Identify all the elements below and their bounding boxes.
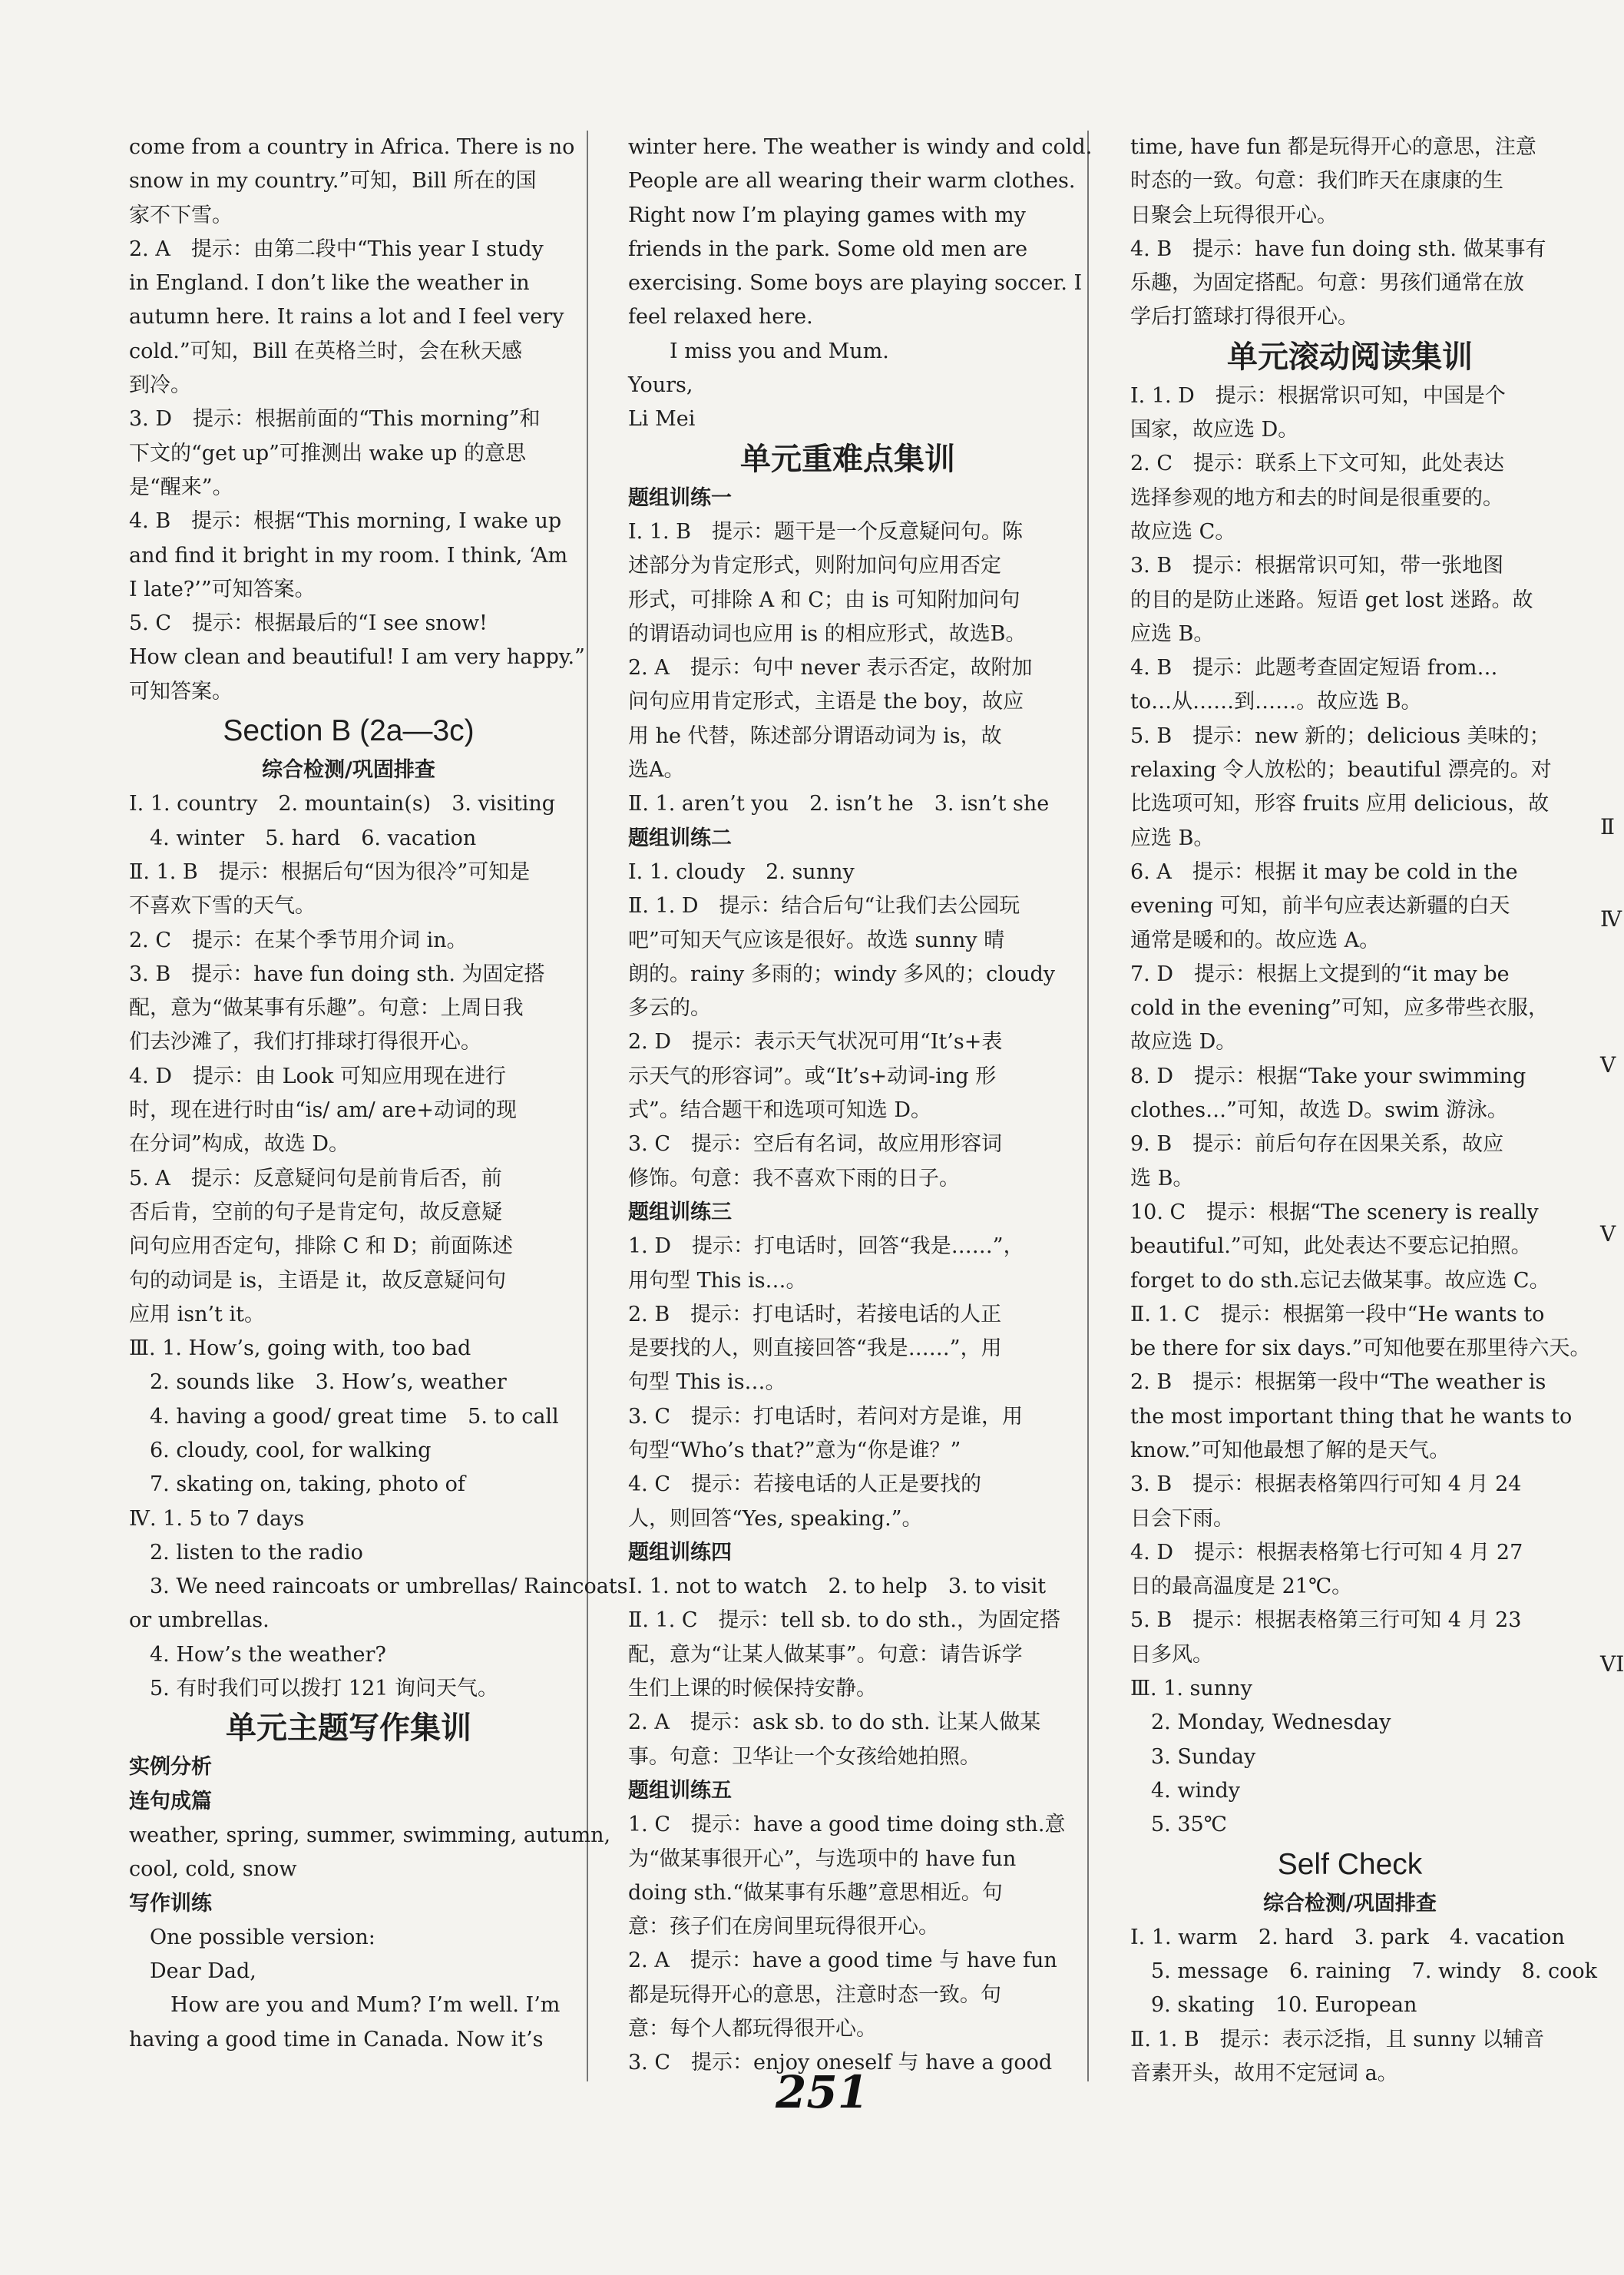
answer-line: Ⅳ. 1. 5 to 7 days (129, 1506, 305, 1531)
group-heading (628, 822, 1067, 856)
answer-line: People are all wearing their warm clothes. (628, 169, 1076, 194)
answer-line: 到冷。 (129, 373, 191, 398)
answer-line: 4. How’s the weather? (129, 1642, 386, 1667)
edge-mark: Ⅳ (1600, 906, 1622, 932)
answer-line: 时态的一致。句意：我们昨天在康康的生 (1130, 169, 1503, 194)
answer-line: 2. A 提示：ask sb. to do sth. 让某人做某 (628, 1710, 1041, 1735)
answer-line: 是“醒来”。 (129, 475, 233, 499)
answer-line: 5. 35℃ (1130, 1813, 1227, 1837)
answer-line: 2. B 提示：打电话时，若接电话的人正 (628, 1302, 1002, 1326)
answer-column-3 (1130, 131, 1598, 2091)
answer-line: 2. C 提示：联系上下文可知，此处表达 (1130, 452, 1505, 476)
answer-line: 5. message 6. raining 7. windy 8. cook (1130, 1959, 1598, 1984)
answer-line: 们去沙滩了，我们打排球打得很开心。 (129, 1030, 481, 1055)
answer-line: 3. C 提示：enjoy oneself 与 have a good (628, 2051, 1053, 2075)
section-heading (1130, 335, 1569, 379)
answer-line: 选 B。 (1130, 1166, 1194, 1190)
answer-line: 6. cloudy, cool, for walking (129, 1438, 432, 1462)
answer-line: 是要找的人，则直接回答“我是……”，用 (628, 1336, 1002, 1361)
edge-mark: V (1600, 1221, 1616, 1247)
answer-line: 否后肯，空前的句子是肯定句，故反意疑 (129, 1200, 502, 1224)
answer-line: Ⅱ. 1. B 提示：根据后句“因为很冷”可知是 (129, 859, 531, 884)
group-heading-text: 实例分析 (129, 1755, 212, 1780)
answer-line: 3. B 提示：have fun doing sth. 为固定搭 (129, 962, 545, 986)
answer-line: 配，意为“做某事有乐趣”。句意：上周日我 (129, 996, 524, 1021)
answer-line: time, have fun 都是玩得开心的意思，注意 (1130, 135, 1536, 159)
answer-line: 下文的“get up”可推测出 wake up 的意思 (129, 441, 526, 465)
answer-line: cold.”可知，Bill 在英格兰时，会在秋天感 (129, 339, 523, 363)
section-subheading-text: 综合检测/巩固排查 (1263, 1891, 1437, 1916)
answer-line: 9. skating 10. European (1130, 1993, 1417, 2018)
answer-line: 日的最高温度是 21℃。 (1130, 1575, 1353, 1599)
answer-line: 4. B 提示：根据“This morning, I wake up (129, 509, 562, 534)
answer-line: 音素开头，故用不定冠词 a。 (1130, 2061, 1398, 2086)
group-heading (628, 1774, 1067, 1808)
answer-line: 4. D 提示：根据表格第七行可知 4 月 27 (1130, 1540, 1523, 1565)
section-heading (628, 437, 1067, 482)
answer-line: Ⅱ. 1. D 提示：结合后句“让我们去公园玩 (628, 894, 1020, 919)
answer-line: 生们上课的时候保持安静。 (628, 1677, 877, 1701)
answer-line: 用句型 This is…。 (628, 1268, 807, 1293)
answer-line: 6. A 提示：根据 it may be cold in the (1130, 859, 1518, 884)
answer-line: How clean and beautiful! I am very happy.” (129, 645, 585, 670)
section-heading (129, 1706, 568, 1750)
answer-line: 式”。结合题干和选项可知选 D。 (628, 1098, 932, 1123)
answer-line: How are you and Mum? I’m well. I’m (129, 1993, 561, 2018)
group-heading (628, 482, 1067, 515)
answer-line: 朗的。rainy 多雨的；windy 多风的；cloudy (628, 962, 1056, 986)
answer-line: 事。句意：卫华让一个女孩给她拍照。 (628, 1744, 981, 1769)
answer-line: 应选 B。 (1130, 826, 1215, 850)
answer-line: 在分词”构成，故选 D。 (129, 1132, 350, 1157)
answer-line: 学后打篮球打得很开心。 (1130, 305, 1358, 329)
answer-line: or umbrellas. (129, 1608, 270, 1633)
answer-line: 4. D 提示：由 Look 可知应用现在进行 (129, 1064, 506, 1088)
answer-line: know.”可知他最想了解的是天气。 (1130, 1438, 1450, 1462)
group-heading (129, 1785, 568, 1819)
group-heading (129, 1750, 568, 1784)
answer-line: 家不下雪。 (129, 203, 233, 227)
section-subheading (129, 753, 568, 787)
section-heading-text: Section B (2a—3c) (223, 714, 475, 748)
answer-line: 3. B 提示：根据表格第四行可知 4 月 24 (1130, 1472, 1522, 1497)
answer-line: 3. Sunday (1130, 1744, 1256, 1769)
answer-line: weather, spring, summer, swimming, autumn, (129, 1823, 611, 1847)
section-heading (129, 709, 568, 753)
answer-line: 2. B 提示：根据第一段中“The weather is (1130, 1370, 1546, 1395)
answer-line: Ⅰ. 1. cloudy 2. sunny (628, 859, 855, 884)
answer-line: 5. A 提示：反意疑问句是前肯后否，前 (129, 1166, 502, 1190)
answer-line: Ⅰ. 1. warm 2. hard 3. park 4. vacation (1130, 1925, 1565, 1949)
answer-line: 为“做某事很开心”，与选项中的 have fun (628, 1846, 1017, 1871)
answer-line: feel relaxed here. (628, 305, 813, 329)
answer-column-2 (628, 131, 1093, 2081)
answer-line: 4. C 提示：若接电话的人正是要找的 (628, 1472, 982, 1497)
answer-line: Ⅰ. 1. country 2. mountain(s) 3. visiting (129, 792, 556, 816)
answer-line: to…从……到……。故应选 B。 (1130, 690, 1422, 714)
answer-line: 3. C 提示：打电话时，若问对方是谁，用 (628, 1404, 1024, 1429)
section-subheading (1130, 1887, 1569, 1921)
column-divider-2 (1087, 131, 1089, 2081)
answer-line: and find it bright in my room. I think, ‘Am (129, 543, 568, 568)
answer-line: 可知答案。 (129, 679, 233, 704)
answer-line: 时，现在进行时由“is/ am/ are+动词的现 (129, 1098, 517, 1123)
answer-line: 日会下雨。 (1130, 1506, 1234, 1531)
answer-line: cold in the evening”可知，应多带些衣服， (1130, 996, 1549, 1021)
answer-line: 乐趣，为固定搭配。句意：男孩们通常在放 (1130, 271, 1524, 296)
answer-line: 2. listen to the radio (129, 1540, 363, 1565)
group-heading-text: 连句成篇 (129, 1789, 212, 1813)
section-heading (1130, 1843, 1569, 1887)
answer-line: Ⅲ. 1. How’s, going with, too bad (129, 1336, 471, 1361)
answer-line: doing sth.“做某事有乐趣”意思相近。句 (628, 1880, 1003, 1905)
answer-line: 日聚会上玩得很开心。 (1130, 203, 1338, 227)
answer-line: in England. I don’t like the weather in (129, 271, 530, 296)
answer-line: 4. having a good/ great time 5. to call (129, 1404, 559, 1429)
answer-line: 1. D 提示：打电话时，回答“我是……”， (628, 1234, 1024, 1259)
answer-line: 3. B 提示：根据常识可知，带一张地图 (1130, 554, 1504, 578)
answer-line: 句的动词是 is，主语是 it，故反意疑问句 (129, 1268, 507, 1293)
answer-line: 问句应用肯定形式，主语是 the boy，故应 (628, 690, 1024, 714)
answer-line: Right now I’m playing games with my (628, 203, 1026, 227)
answer-line: 4. B 提示：have fun doing sth. 做某事有 (1130, 237, 1546, 261)
answer-line: 2. A 提示：have a good time 与 have fun (628, 1949, 1057, 1973)
group-heading-text: 题组训练三 (628, 1200, 732, 1224)
answer-line: 国家，故应选 D。 (1130, 418, 1299, 442)
answer-line: evening 可知，前半句应表达新疆的白天 (1130, 894, 1510, 919)
answer-line: 形式，可排除 A 和 C；由 is 可知附加问句 (628, 588, 1020, 612)
answer-line: 句型 This is…。 (628, 1370, 786, 1395)
answer-line: the most important thing that he wants to (1130, 1404, 1573, 1429)
answer-line: 故应选 C。 (1130, 519, 1236, 544)
answer-line: 9. B 提示：前后句存在因果关系，故应 (1130, 1132, 1504, 1157)
group-heading (129, 1887, 568, 1921)
answer-line: Yours, (628, 373, 693, 398)
section-heading-text: Self Check (1277, 1847, 1423, 1881)
answer-line: 吧”可知天气应该是很好。故选 sunny 晴 (628, 928, 1005, 952)
answer-line: 3. C 提示：空后有名词，故应用形容词 (628, 1132, 1003, 1157)
group-heading-text: 题组训练四 (628, 1540, 732, 1565)
answer-column-1 (129, 131, 628, 2057)
page-number: 251 (776, 2066, 869, 2118)
answer-line: 10. C 提示：根据“The scenery is really (1130, 1200, 1539, 1224)
answer-line: 5. C 提示：根据最后的“I see snow! (129, 611, 488, 636)
answer-line: 的目的是防止迷路。短语 get lost 迷路。故 (1130, 588, 1533, 612)
answer-line: relaxing 令人放松的；beautiful 漂亮的。对 (1130, 758, 1552, 783)
answer-line: 应用 isn’t it。 (129, 1302, 265, 1326)
answer-line: 4. winter 5. hard 6. vacation (129, 826, 477, 850)
answer-line: autumn here. It rains a lot and I feel very (129, 305, 564, 329)
answer-line: forget to do sth.忘记去做某事。故应选 C。 (1130, 1268, 1550, 1293)
answer-line: exercising. Some boys are playing soccer. I (628, 271, 1083, 296)
answer-line: 1. C 提示：have a good time doing sth.意 (628, 1813, 1066, 1837)
answer-line: 修饰。句意：我不喜欢下雨的日子。 (628, 1166, 960, 1190)
edge-mark: Ⅱ (1600, 814, 1616, 839)
answer-line: come from a country in Africa. There is no (129, 135, 575, 159)
answer-line: 用 he 代替，陈述部分谓语动词为 is，故 (628, 724, 1002, 748)
answer-line: 选择参观的地方和去的时间是很重要的。 (1130, 485, 1503, 510)
answer-line: 选A。 (628, 758, 685, 783)
answer-line: Ⅰ. 1. B 提示：题干是一个反意疑问句。陈 (628, 519, 1024, 544)
answer-line: Ⅰ. 1. not to watch 2. to help 3. to visit (628, 1575, 1047, 1599)
group-heading-text: 题组训练五 (628, 1778, 732, 1803)
answer-line: 2. A 提示：句中 never 表示否定，故附加 (628, 656, 1033, 681)
answer-line: 故应选 D。 (1130, 1030, 1237, 1055)
answer-line: Ⅱ. 1. aren’t you 2. isn’t he 3. isn’t she (628, 792, 1050, 816)
answer-line: snow in my country.”可知，Bill 所在的国 (129, 169, 537, 194)
answer-line: 3. D 提示：根据前面的“This morning”和 (129, 407, 541, 432)
answer-line: 问句应用否定句，排除 C 和 D；前面陈述 (129, 1234, 514, 1259)
answer-line: 不喜欢下雪的天气。 (129, 894, 316, 919)
answer-line: clothes…”可知，故选 D。swim 游泳。 (1130, 1098, 1508, 1123)
answer-line: 2. A 提示：由第二段中“This year I study (129, 237, 544, 261)
group-heading-text: 题组训练二 (628, 826, 732, 850)
column-divider-1 (587, 131, 588, 2081)
answer-line: I miss you and Mum. (628, 339, 889, 363)
answer-line: 2. D 提示：表示天气状况可用“It’s+表 (628, 1030, 1003, 1055)
answer-line: 7. D 提示：根据上文提到的“it may be (1130, 962, 1510, 986)
answer-line: 5. B 提示：new 新的；delicious 美味的； (1130, 724, 1550, 748)
answer-line: 2. C 提示：在某个季节用介词 in。 (129, 928, 468, 952)
answer-line: 4. windy (1130, 1778, 1241, 1803)
group-heading (628, 1536, 1067, 1570)
section-heading-text: 单元滚动阅读集训 (1227, 339, 1473, 375)
answer-line: 日多风。 (1130, 1642, 1213, 1667)
answer-line: 8. D 提示：根据“Take your swimming (1130, 1064, 1526, 1088)
answer-line: Dear Dad, (129, 1959, 256, 1984)
answer-line: Ⅲ. 1. sunny (1130, 1677, 1252, 1701)
answer-line: cool, cold, snow (129, 1857, 297, 1882)
section-heading-text: 单元主题写作集训 (226, 1710, 471, 1747)
answer-line: 示天气的形容词”。或“It’s+动词-ing 形 (628, 1064, 997, 1088)
answer-line: 应选 B。 (1130, 621, 1215, 646)
answer-line: 意：孩子们在房间里玩得很开心。 (628, 1915, 939, 1939)
answer-line: One possible version: (129, 1925, 375, 1949)
edge-mark: VI (1600, 1651, 1624, 1677)
section-subheading-text: 综合检测/巩固排查 (262, 758, 435, 783)
answer-line: Ⅱ. 1. B 提示：表示泛指，且 sunny 以辅音 (1130, 2027, 1545, 2051)
answer-line: 句型“Who’s that?”意为“你是谁？” (628, 1438, 961, 1462)
answer-line: be there for six days.”可知他要在那里待六天。 (1130, 1336, 1591, 1361)
answer-line: 2. Monday, Wednesday (1130, 1710, 1391, 1735)
section-heading-text: 单元重难点集训 (740, 441, 955, 477)
edge-mark: V (1600, 1052, 1616, 1078)
answer-line: 述部分为肯定形式，则附加问句应用否定 (628, 554, 1001, 578)
answer-line: 都是玩得开心的意思，注意时态一致。句 (628, 1982, 1001, 2007)
answer-line: Li Mei (628, 407, 696, 432)
answer-line: Ⅱ. 1. C 提示：tell sb. to do sth.，为固定搭 (628, 1608, 1060, 1633)
answer-line: having a good time in Canada. Now it’s (129, 2027, 544, 2051)
answer-line: 配，意为“让某人做某事”。句意：请告诉学 (628, 1642, 1023, 1667)
answer-line: friends in the park. Some old men are (628, 237, 1028, 261)
group-heading-text: 题组训练一 (628, 485, 732, 510)
answer-line: 比选项可知，形容 fruits 应用 delicious，故 (1130, 792, 1550, 816)
answer-line: 多云的。 (628, 996, 711, 1021)
answer-line: 通常是暖和的。故应选 A。 (1130, 928, 1381, 952)
answer-line: winter here. The weather is windy and cold. (628, 135, 1093, 159)
answer-line: 2. sounds like 3. How’s, weather (129, 1370, 507, 1395)
answer-line: 人，则回答“Yes, speaking.”。 (628, 1506, 923, 1531)
answer-line: 5. B 提示：根据表格第三行可知 4 月 23 (1130, 1608, 1522, 1633)
answer-line: beautiful.”可知，此处表达不要忘记拍照。 (1130, 1234, 1532, 1259)
answer-line: 4. B 提示：此题考查固定短语 from… (1130, 656, 1498, 681)
group-heading (628, 1196, 1067, 1230)
group-heading-text: 写作训练 (129, 1891, 212, 1916)
answer-line: Ⅰ. 1. D 提示：根据常识可知，中国是个 (1130, 383, 1506, 408)
answer-line: 5. 有时我们可以拨打 121 询问天气。 (129, 1677, 499, 1701)
answer-line: 的谓语动词也应用 is 的相应形式，故选B。 (628, 621, 1027, 646)
answer-line: Ⅱ. 1. C 提示：根据第一段中“He wants to (1130, 1302, 1545, 1326)
answer-line: 3. We need raincoats or umbrellas/ Raincoats (129, 1575, 628, 1599)
answer-line: I late?’”可知答案。 (129, 577, 316, 601)
answer-line: 意：每个人都玩得很开心。 (628, 2017, 877, 2042)
answer-line: 7. skating on, taking, photo of (129, 1472, 465, 1497)
